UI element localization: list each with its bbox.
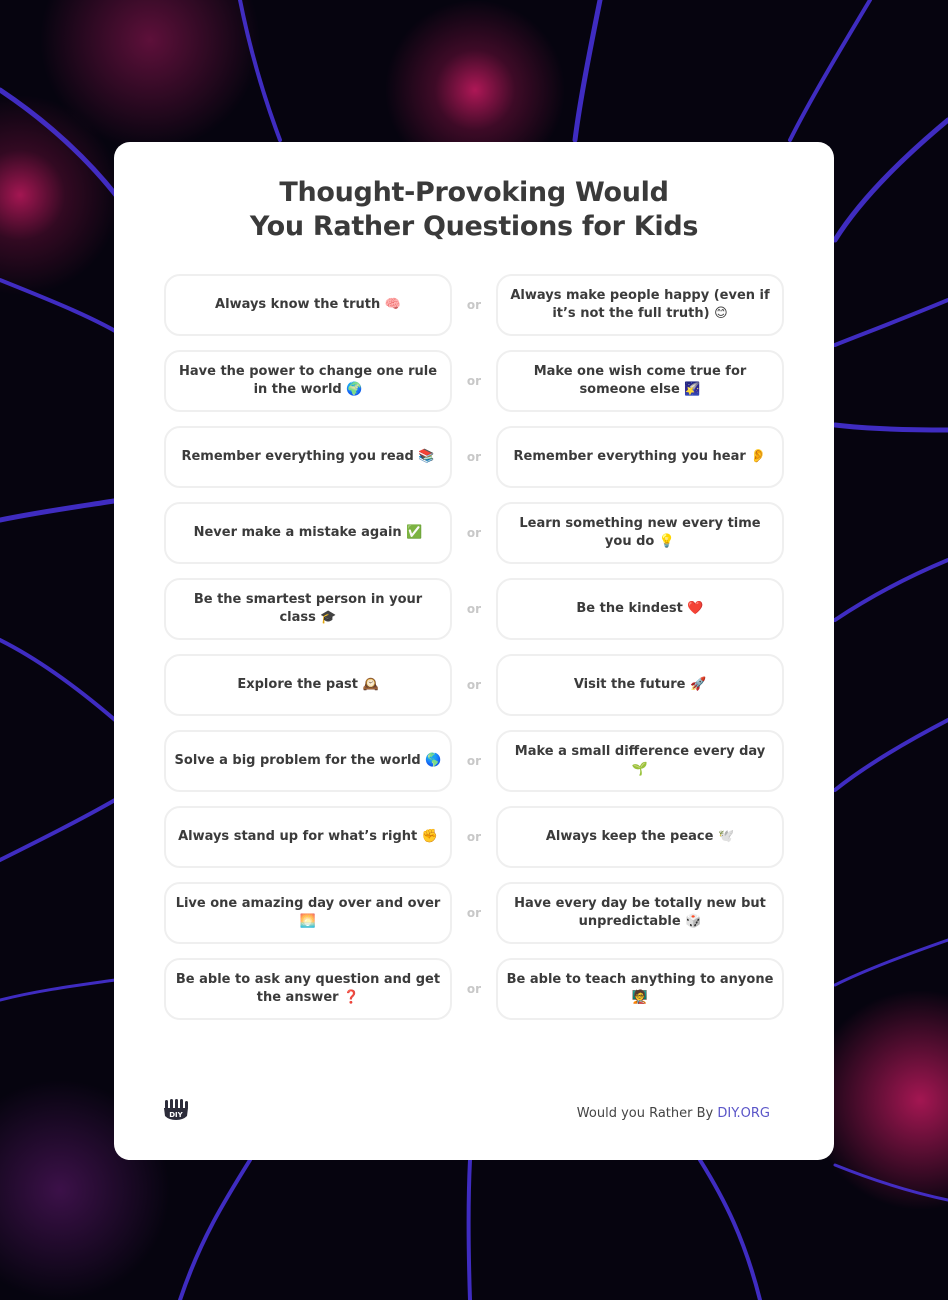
question-pair	[164, 958, 784, 1020]
or-separator: or	[466, 602, 482, 616]
or-separator: or	[466, 374, 482, 388]
option-right: Be the kindest ❤️	[496, 578, 784, 640]
or-separator: or	[466, 298, 482, 312]
option-right: Remember everything you hear 👂	[496, 426, 784, 488]
question-pair	[164, 806, 784, 868]
option-right: Learn something new every time you do 💡	[496, 502, 784, 564]
option-left: Solve a big problem for the world 🌎	[164, 730, 452, 792]
diy-org-link[interactable]: DIY.ORG	[717, 1106, 770, 1121]
diy-logo-text: DIY	[169, 1111, 183, 1119]
question-pair	[164, 654, 784, 716]
or-separator: or	[466, 830, 482, 844]
title-line-2: You Rather Questions for Kids	[249, 211, 699, 242]
or-separator: or	[466, 754, 482, 768]
question-pair	[164, 730, 784, 792]
question-pair	[164, 426, 784, 488]
option-left: Be the smartest person in your class 🎓	[164, 578, 452, 640]
question-pair	[164, 274, 784, 336]
option-right: Make a small difference every day 🌱	[496, 730, 784, 792]
credit-text: Would you Rather By	[576, 1106, 718, 1121]
or-separator: or	[466, 678, 482, 692]
question-pair	[164, 502, 784, 564]
option-left: Always stand up for what’s right ✊	[164, 806, 452, 868]
option-right: Make one wish come true for someone else 🌠	[496, 350, 784, 412]
option-left: Be able to ask any question and get the answer ❓	[164, 958, 452, 1020]
or-separator: or	[466, 906, 482, 920]
option-left: Have the power to change one rule in the world 🌍	[164, 350, 452, 412]
option-left: Remember everything you read 📚	[164, 426, 452, 488]
or-separator: or	[466, 526, 482, 540]
question-pair	[164, 350, 784, 412]
option-right: Always make people happy (even if it’s not the full truth) 😊	[496, 274, 784, 336]
title-line-1: Thought-Provoking Would	[279, 177, 669, 208]
diy-logo-icon[interactable]	[163, 1099, 189, 1121]
question-pair	[164, 578, 784, 640]
option-right: Visit the future 🚀	[496, 654, 784, 716]
option-right: Be able to teach anything to anyone 🧑‍🏫	[496, 958, 784, 1020]
option-left: Explore the past 🕰️	[164, 654, 452, 716]
option-left: Live one amazing day over and over 🌅	[164, 882, 452, 944]
or-separator: or	[466, 982, 482, 996]
or-separator: or	[466, 450, 482, 464]
option-left: Never make a mistake again ✅	[164, 502, 452, 564]
footer-credit	[577, 1106, 770, 1121]
question-pair	[164, 882, 784, 944]
option-right: Have every day be totally new but unpredictable 🎲	[496, 882, 784, 944]
option-left: Always know the truth 🧠	[164, 274, 452, 336]
option-right: Always keep the peace 🕊️	[496, 806, 784, 868]
page-title	[0, 176, 948, 244]
